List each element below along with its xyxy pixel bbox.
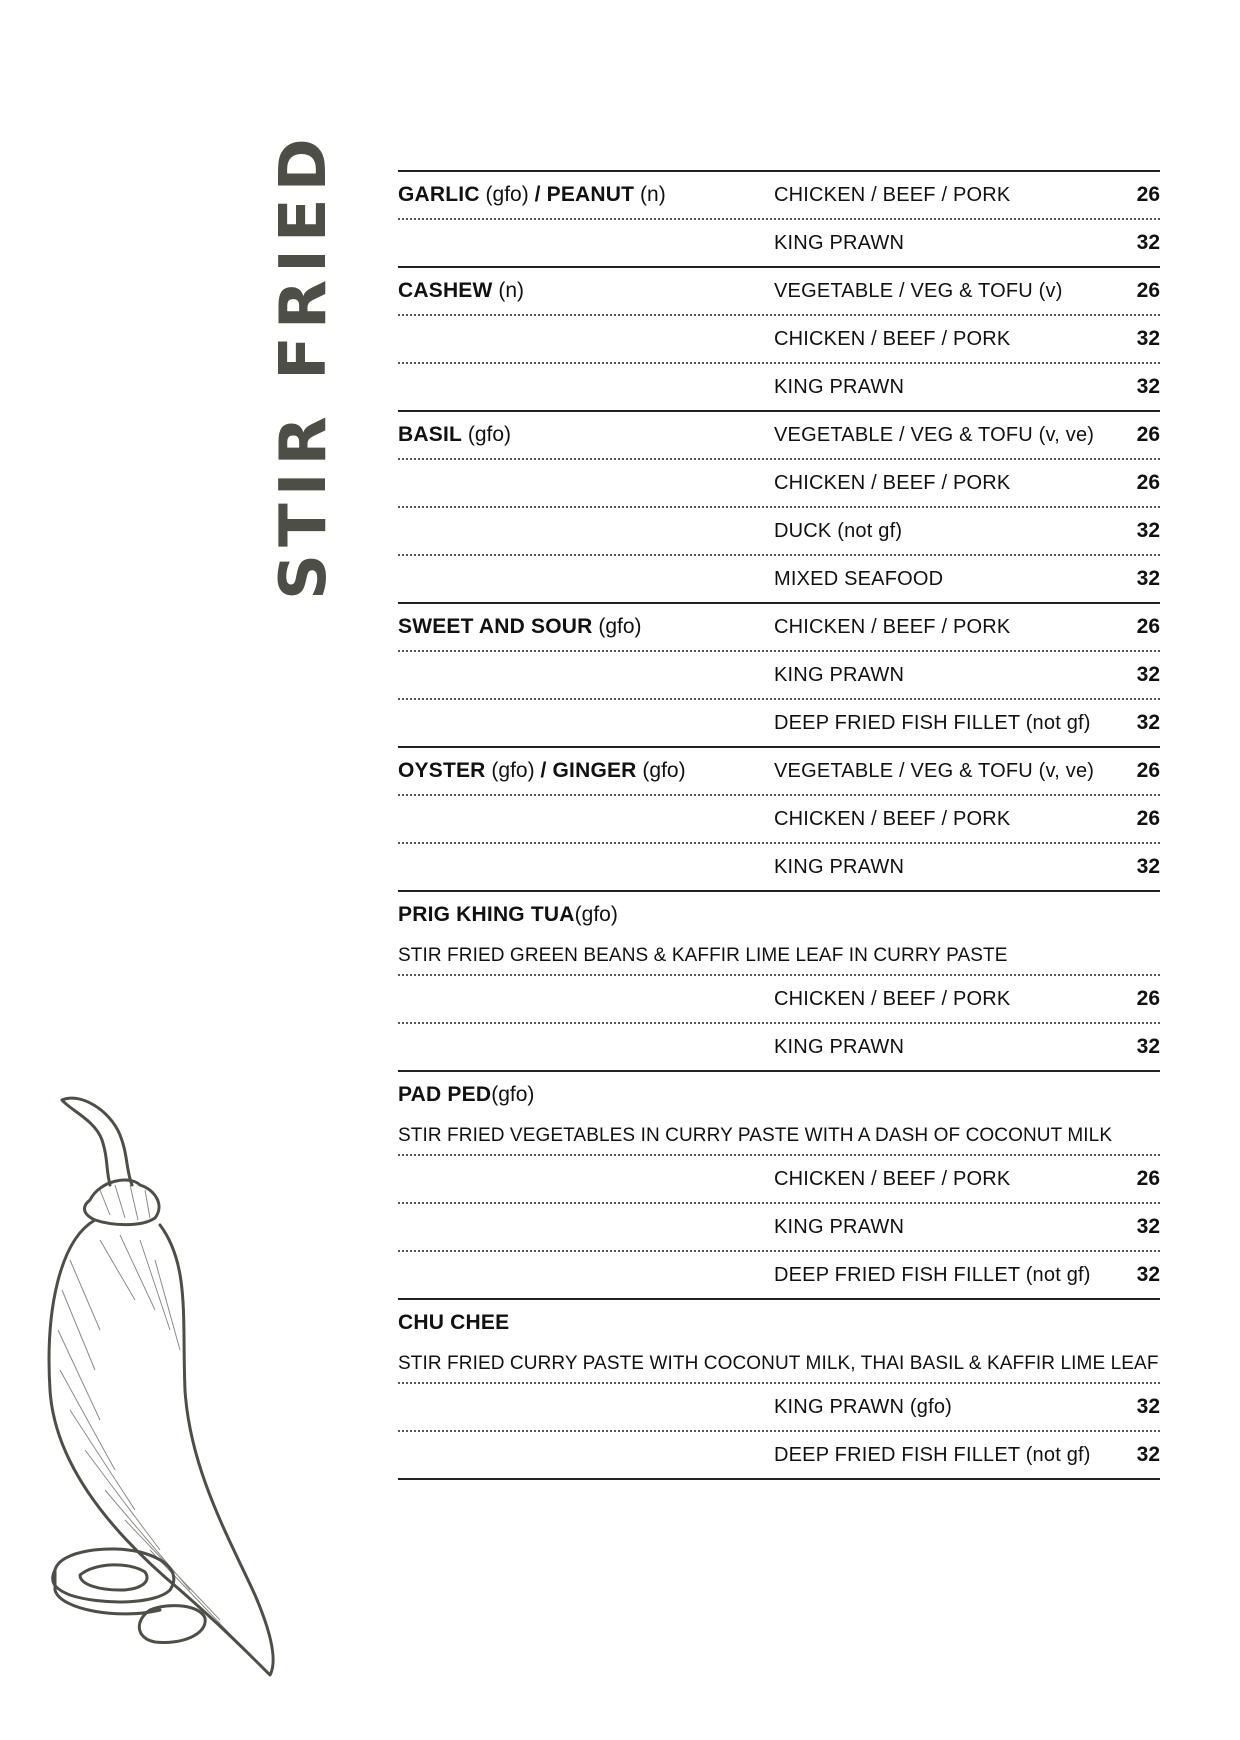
dish-name-column [398,183,774,207]
protein-option: DUCK (not gf) [774,519,903,542]
price: 26 [1136,1167,1160,1190]
price: 32 [1136,519,1160,542]
menu-row [398,650,1160,698]
dish-name: SWEET AND SOUR [398,615,593,638]
dish-name: PAD PED [398,1083,492,1106]
price: 26 [1136,615,1160,638]
dish-description: STIR FRIED CURRY PASTE WITH COCONUT MILK, THAI BASIL & KAFFIR LIME LEAF [398,1353,1159,1374]
protein-option: MIXED SEAFOOD [774,567,944,590]
menu-row [398,268,1160,314]
protein-option: VEGETABLE / VEG & TOFU (v) [774,279,1063,302]
menu-row [398,506,1160,554]
menu-row [398,604,1160,650]
menu-row [398,1022,1160,1070]
dish-name: CHU CHEE [398,1311,510,1334]
dish-name-column [398,279,774,303]
protein-option: DEEP FRIED FISH FILLET (not gf) [774,1443,1091,1466]
menu-section [398,602,1160,746]
dish-name: GARLIC [398,183,480,206]
menu-row [398,794,1160,842]
price: 32 [1136,1395,1160,1418]
menu-row [398,554,1160,602]
protein-option: CHICKEN / BEEF / PORK [774,1167,1011,1190]
price: 32 [1136,1443,1160,1466]
price: 32 [1136,1035,1160,1058]
price: 26 [1136,471,1160,494]
menu-row [398,362,1160,410]
protein-option: KING PRAWN [774,1215,905,1238]
dish-name: PRIG KHING TUA [398,903,575,926]
price: 32 [1136,567,1160,590]
menu-row [398,1154,1160,1202]
menu-section [398,746,1160,890]
dish-heading [398,892,1160,938]
dish-heading [398,1072,1160,1118]
protein-option: KING PRAWN [774,1035,905,1058]
protein-option: KING PRAWN [774,663,905,686]
menu-section [398,1298,1160,1480]
menu-row [398,1202,1160,1250]
price: 32 [1136,663,1160,686]
dietary-note: (gfo) [491,759,535,782]
menu-section [398,410,1160,602]
protein-option: CHICKEN / BEEF / PORK [774,471,1011,494]
menu-row [398,1382,1160,1430]
menu-section [398,1070,1160,1298]
menu-list [398,170,1160,1480]
chili-pepper-illustration-icon [40,1090,320,1690]
menu-row [398,842,1160,890]
dietary-note: (gfo) [467,423,512,446]
menu-row [398,1250,1160,1298]
dish-name: BASIL [398,423,462,446]
dish-name: CASHEW [398,279,493,302]
menu-row [398,218,1160,266]
dietary-note: (n) [640,183,666,206]
protein-option: CHICKEN / BEEF / PORK [774,327,1011,350]
price: 26 [1136,987,1160,1010]
price: 32 [1136,1263,1160,1286]
dish-name-column [398,759,774,783]
dish-name: OYSTER [398,759,486,782]
protein-option: VEGETABLE / VEG & TOFU (v, ve) [774,759,1095,782]
protein-option: VEGETABLE / VEG & TOFU (v, ve) [774,423,1095,446]
menu-section [398,170,1160,266]
price: 32 [1136,855,1160,878]
dish-description: STIR FRIED VEGETABLES IN CURRY PASTE WITH A DASH OF COCONUT MILK [398,1125,1113,1146]
dish-name-column [398,423,774,447]
dish-name: / GINGER [540,759,637,782]
price: 32 [1136,375,1160,398]
protein-option: DEEP FRIED FISH FILLET (not gf) [774,711,1091,734]
dietary-note: (gfo) [491,1083,535,1106]
dish-description: STIR FRIED GREEN BEANS & KAFFIR LIME LEAF IN CURRY PASTE [398,945,1008,966]
dietary-note: (gfo) [642,759,686,782]
dietary-note: (gfo) [598,615,642,638]
dietary-note: (gfo) [485,183,529,206]
dish-heading [398,1300,1160,1346]
protein-option: DEEP FRIED FISH FILLET (not gf) [774,1263,1091,1286]
protein-option: CHICKEN / BEEF / PORK [774,615,1011,638]
menu-row [398,974,1160,1022]
price: 26 [1136,279,1160,302]
menu-row [398,1430,1160,1478]
dietary-note: (gfo) [574,903,618,926]
price: 26 [1136,759,1160,782]
price: 32 [1136,1215,1160,1238]
protein-option: KING PRAWN [774,375,905,398]
menu-section [398,890,1160,1070]
menu-row [398,314,1160,362]
price: 26 [1136,183,1160,206]
protein-option: KING PRAWN [774,855,905,878]
protein-option: KING PRAWN (gfo) [774,1395,953,1418]
price: 32 [1136,711,1160,734]
dish-name-column [398,615,774,639]
menu-row [398,458,1160,506]
menu-row [398,172,1160,218]
price: 26 [1136,807,1160,830]
dietary-note: (n) [498,279,525,302]
page-title: STIR FRIED [267,131,341,600]
menu-row [398,412,1160,458]
menu-section [398,266,1160,410]
protein-option: KING PRAWN [774,231,905,254]
price: 26 [1136,423,1160,446]
menu-row [398,748,1160,794]
menu-row [398,698,1160,746]
protein-option: CHICKEN / BEEF / PORK [774,183,1011,206]
price: 32 [1136,327,1160,350]
dish-name: / PEANUT [534,183,635,206]
protein-option: CHICKEN / BEEF / PORK [774,987,1011,1010]
price: 32 [1136,231,1160,254]
protein-option: CHICKEN / BEEF / PORK [774,807,1011,830]
